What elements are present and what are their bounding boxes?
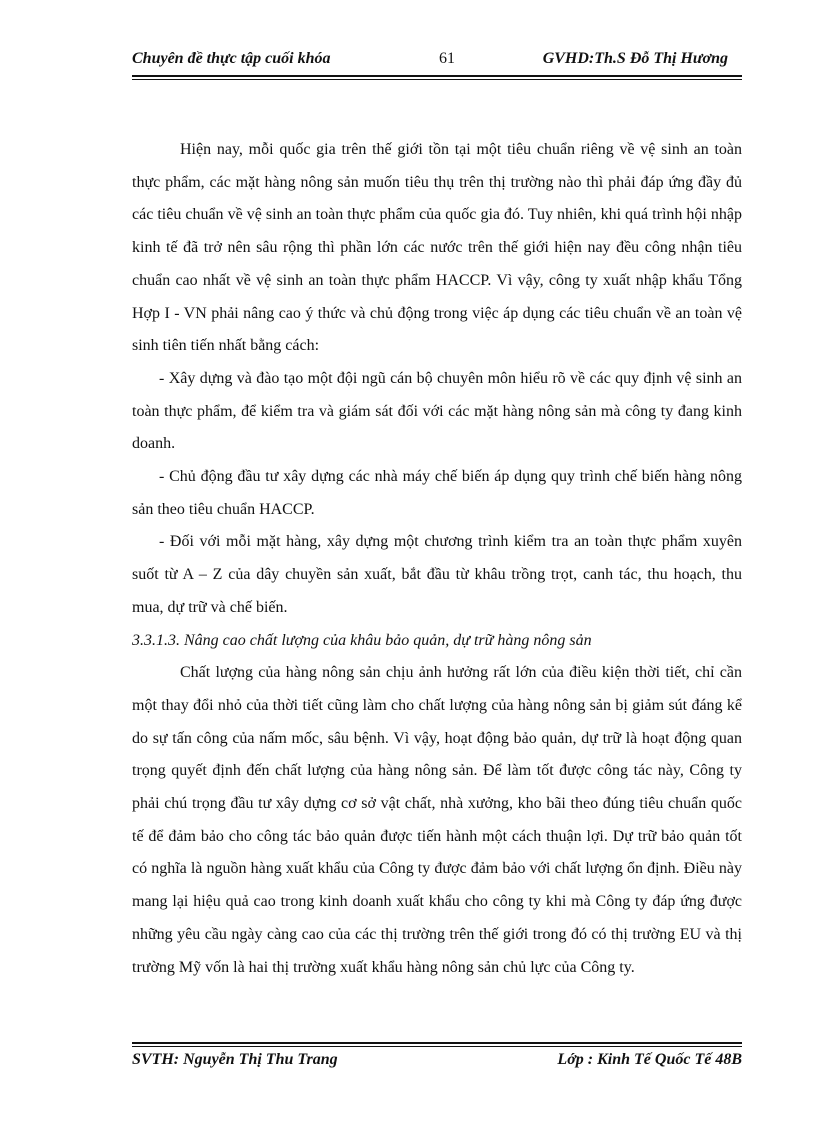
section-heading: 3.3.1.3. Nâng cao chất lượng của khâu bảo quản, dự trữ hàng nông sản xyxy=(132,631,592,649)
paragraph-storage: Chất lượng của hàng nông sản chịu ảnh hưởng rất lớn của điều kiện thời tiết, chỉ cần một thay đổi nhỏ của thời tiết cũng làm cho chất lượng của hàng nông sản bị giảm sút đáng kể do sự tấn công của nấm mốc, sâu bệnh. Vì vậy, hoạt động bảo quản, dự trữ là hoạt động quan trọng quyết định đến chất lượng của hàng nông sản. Để làm tốt được công tác này, Công ty phải chú trọng đầu tư xây dựng cơ sở vật chất, nhà xưởng, kho bãi theo đúng tiêu chuẩn quốc tế để đảm bảo cho công tác bảo quản được tiến hành một cách thuận lợi. Dự trữ bảo quản tốt có nghĩa là nguồn hàng xuất khẩu của Công ty được đảm bảo với chất lượng ổn định. Điều này mang lại hiệu quả cao trong kinh doanh xuất khẩu cho công ty khi mà Công ty đáp ứng được những yêu cầu ngày càng cao của các thị trường trên thế giới trong đó có thị trường EU và thị trường Mỹ vốn là hai thị trường xuất khẩu hàng nông sản chủ lực của Công ty. xyxy=(132,664,742,976)
bullet-item: - Đối với mỗi mặt hàng, xây dựng một chương trình kiểm tra an toàn thực phẩm xuyên suốt từ A – Z của dây chuyền sản xuất, bắt đầu từ khâu trồng trọt, canh tác, thu hoạch, thu mua, dự trữ và chế biến. xyxy=(132,533,742,616)
bullet-item: - Xây dựng và đào tạo một đội ngũ cán bộ chuyên môn hiểu rõ về các quy định vệ sinh an toàn thực phẩm, để kiểm tra và giám sát đối với các mặt hàng nông sản mà công ty đang kinh doanh. xyxy=(132,369,742,453)
footer-student: SVTH: Nguyễn Thị Thu Trang xyxy=(132,1051,338,1068)
page-footer xyxy=(132,1051,742,1077)
header-document-title: Chuyên đề thực tập cuối khóa xyxy=(132,50,331,67)
footer-class: Lớp : Kinh Tế Quốc Tế 48B xyxy=(557,1051,742,1068)
bullet-item: - Chủ động đầu tư xây dựng các nhà máy chế biến áp dụng quy trình chế biến hàng nông sản theo tiêu chuẩn HACCP. xyxy=(132,468,742,518)
footer-divider xyxy=(132,1042,742,1047)
page-header xyxy=(132,50,742,78)
page-body xyxy=(132,134,742,984)
paragraph-intro: Hiện nay, mỗi quốc gia trên thế giới tồn tại một tiêu chuẩn riêng về vệ sinh an toàn thực phẩm, các mặt hàng nông sản muốn tiêu thụ trên thị trường nào thì phải đáp ứng đầy đủ các tiêu chuẩn về vệ sinh an toàn thực phẩm của quốc gia đó. Tuy nhiên, khi quá trình hội nhập kinh tế đã trở nên sâu rộng thì phần lớn các nước trên thế giới hiện nay đều công nhận tiêu chuẩn cao nhất về vệ sinh an toàn thực phẩm HACCP. Vì vậy, công ty xuất nhập khẩu Tổng Hợp I - VN phải nâng cao ý thức và chủ động trong việc áp dụng các tiêu chuẩn về an toàn vệ sinh tiên tiến nhất bằng cách: xyxy=(132,141,742,355)
header-supervisor: GVHD:Th.S Đỗ Thị Hương xyxy=(542,50,728,67)
header-divider xyxy=(132,75,742,80)
page-number: 61 xyxy=(439,50,455,67)
